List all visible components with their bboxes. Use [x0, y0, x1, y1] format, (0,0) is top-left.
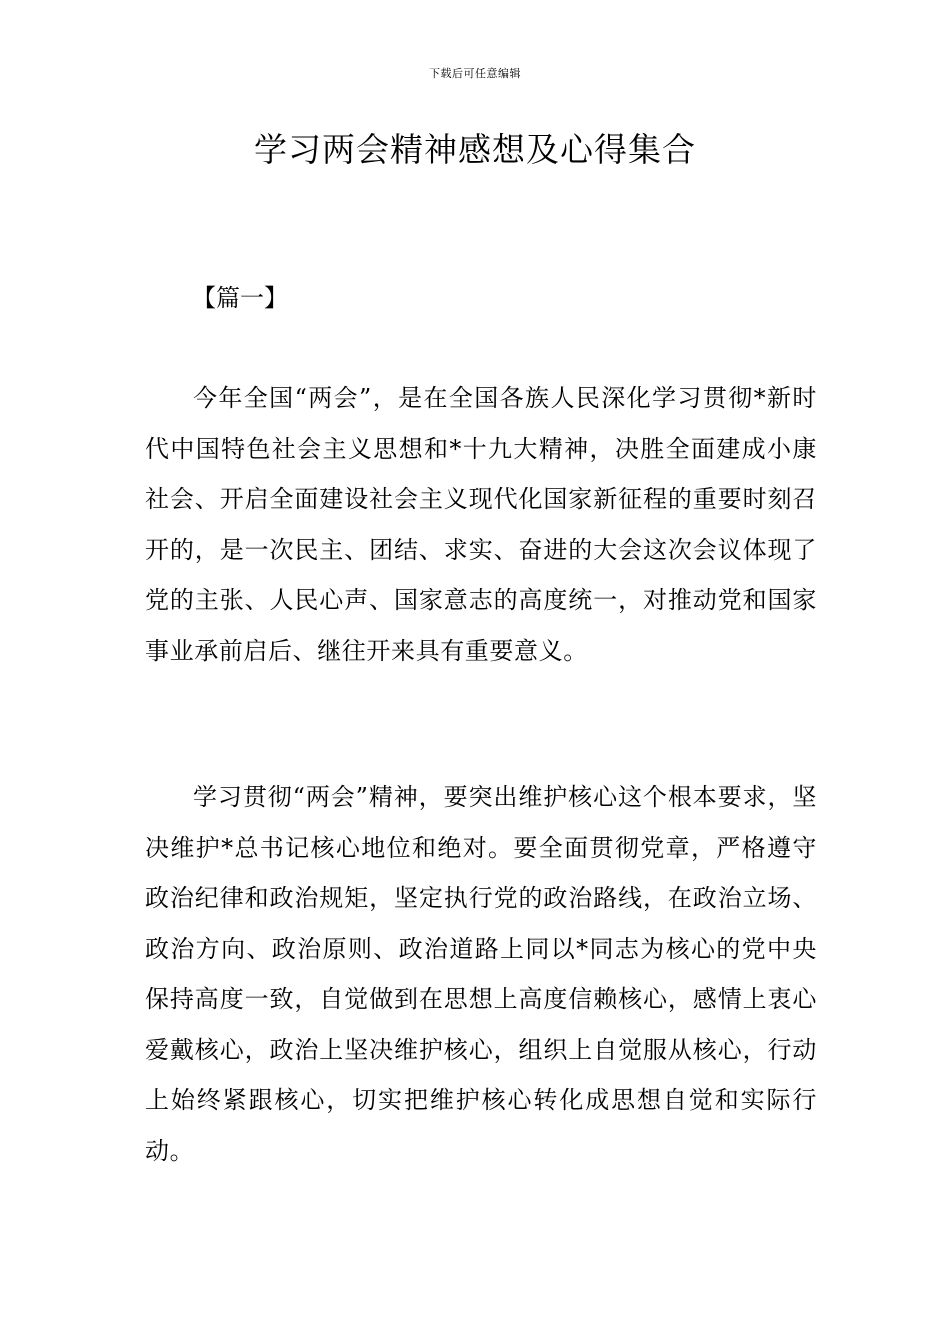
- paragraph-1: 今年全国“两会”，是在全国各族人民深化学习贯彻*新时代中国特色社会主义思想和*十九大精神，决胜全面建成小康社会、开启全面建设社会主义现代化国家新征程的重要时刻召开的，是一次民主、团结、求实、奋进的大会这次会议体现了党的主张、人民心声、国家意志的高度统一，对推动党和国家事业承前启后、继往开来具有重要意义。: [145, 384, 817, 665]
- document-title: 学习两会精神感想及心得集合: [254, 130, 696, 169]
- section-label: 【篇一】: [192, 284, 288, 312]
- header-note: 下载后可任意编辑: [429, 67, 521, 80]
- paragraph-2: 学习贯彻“两会”精神，要突出维护核心这个根本要求，坚决维护*总书记核心地位和绝对。要全面贯彻党章，严格遵守政治纪律和政治规矩，坚定执行党的政治路线，在政治立场、政治方向、政治原则、政治道路上同以*同志为核心的党中央保持高度一致，自觉做到在思想上高度信赖核心，感情上衷心爱戴核心，政治上坚决维护核心，组织上自觉服从核心，行动上始终紧跟核心，切实把维护核心转化成思想自觉和实际行动。: [145, 783, 817, 1165]
